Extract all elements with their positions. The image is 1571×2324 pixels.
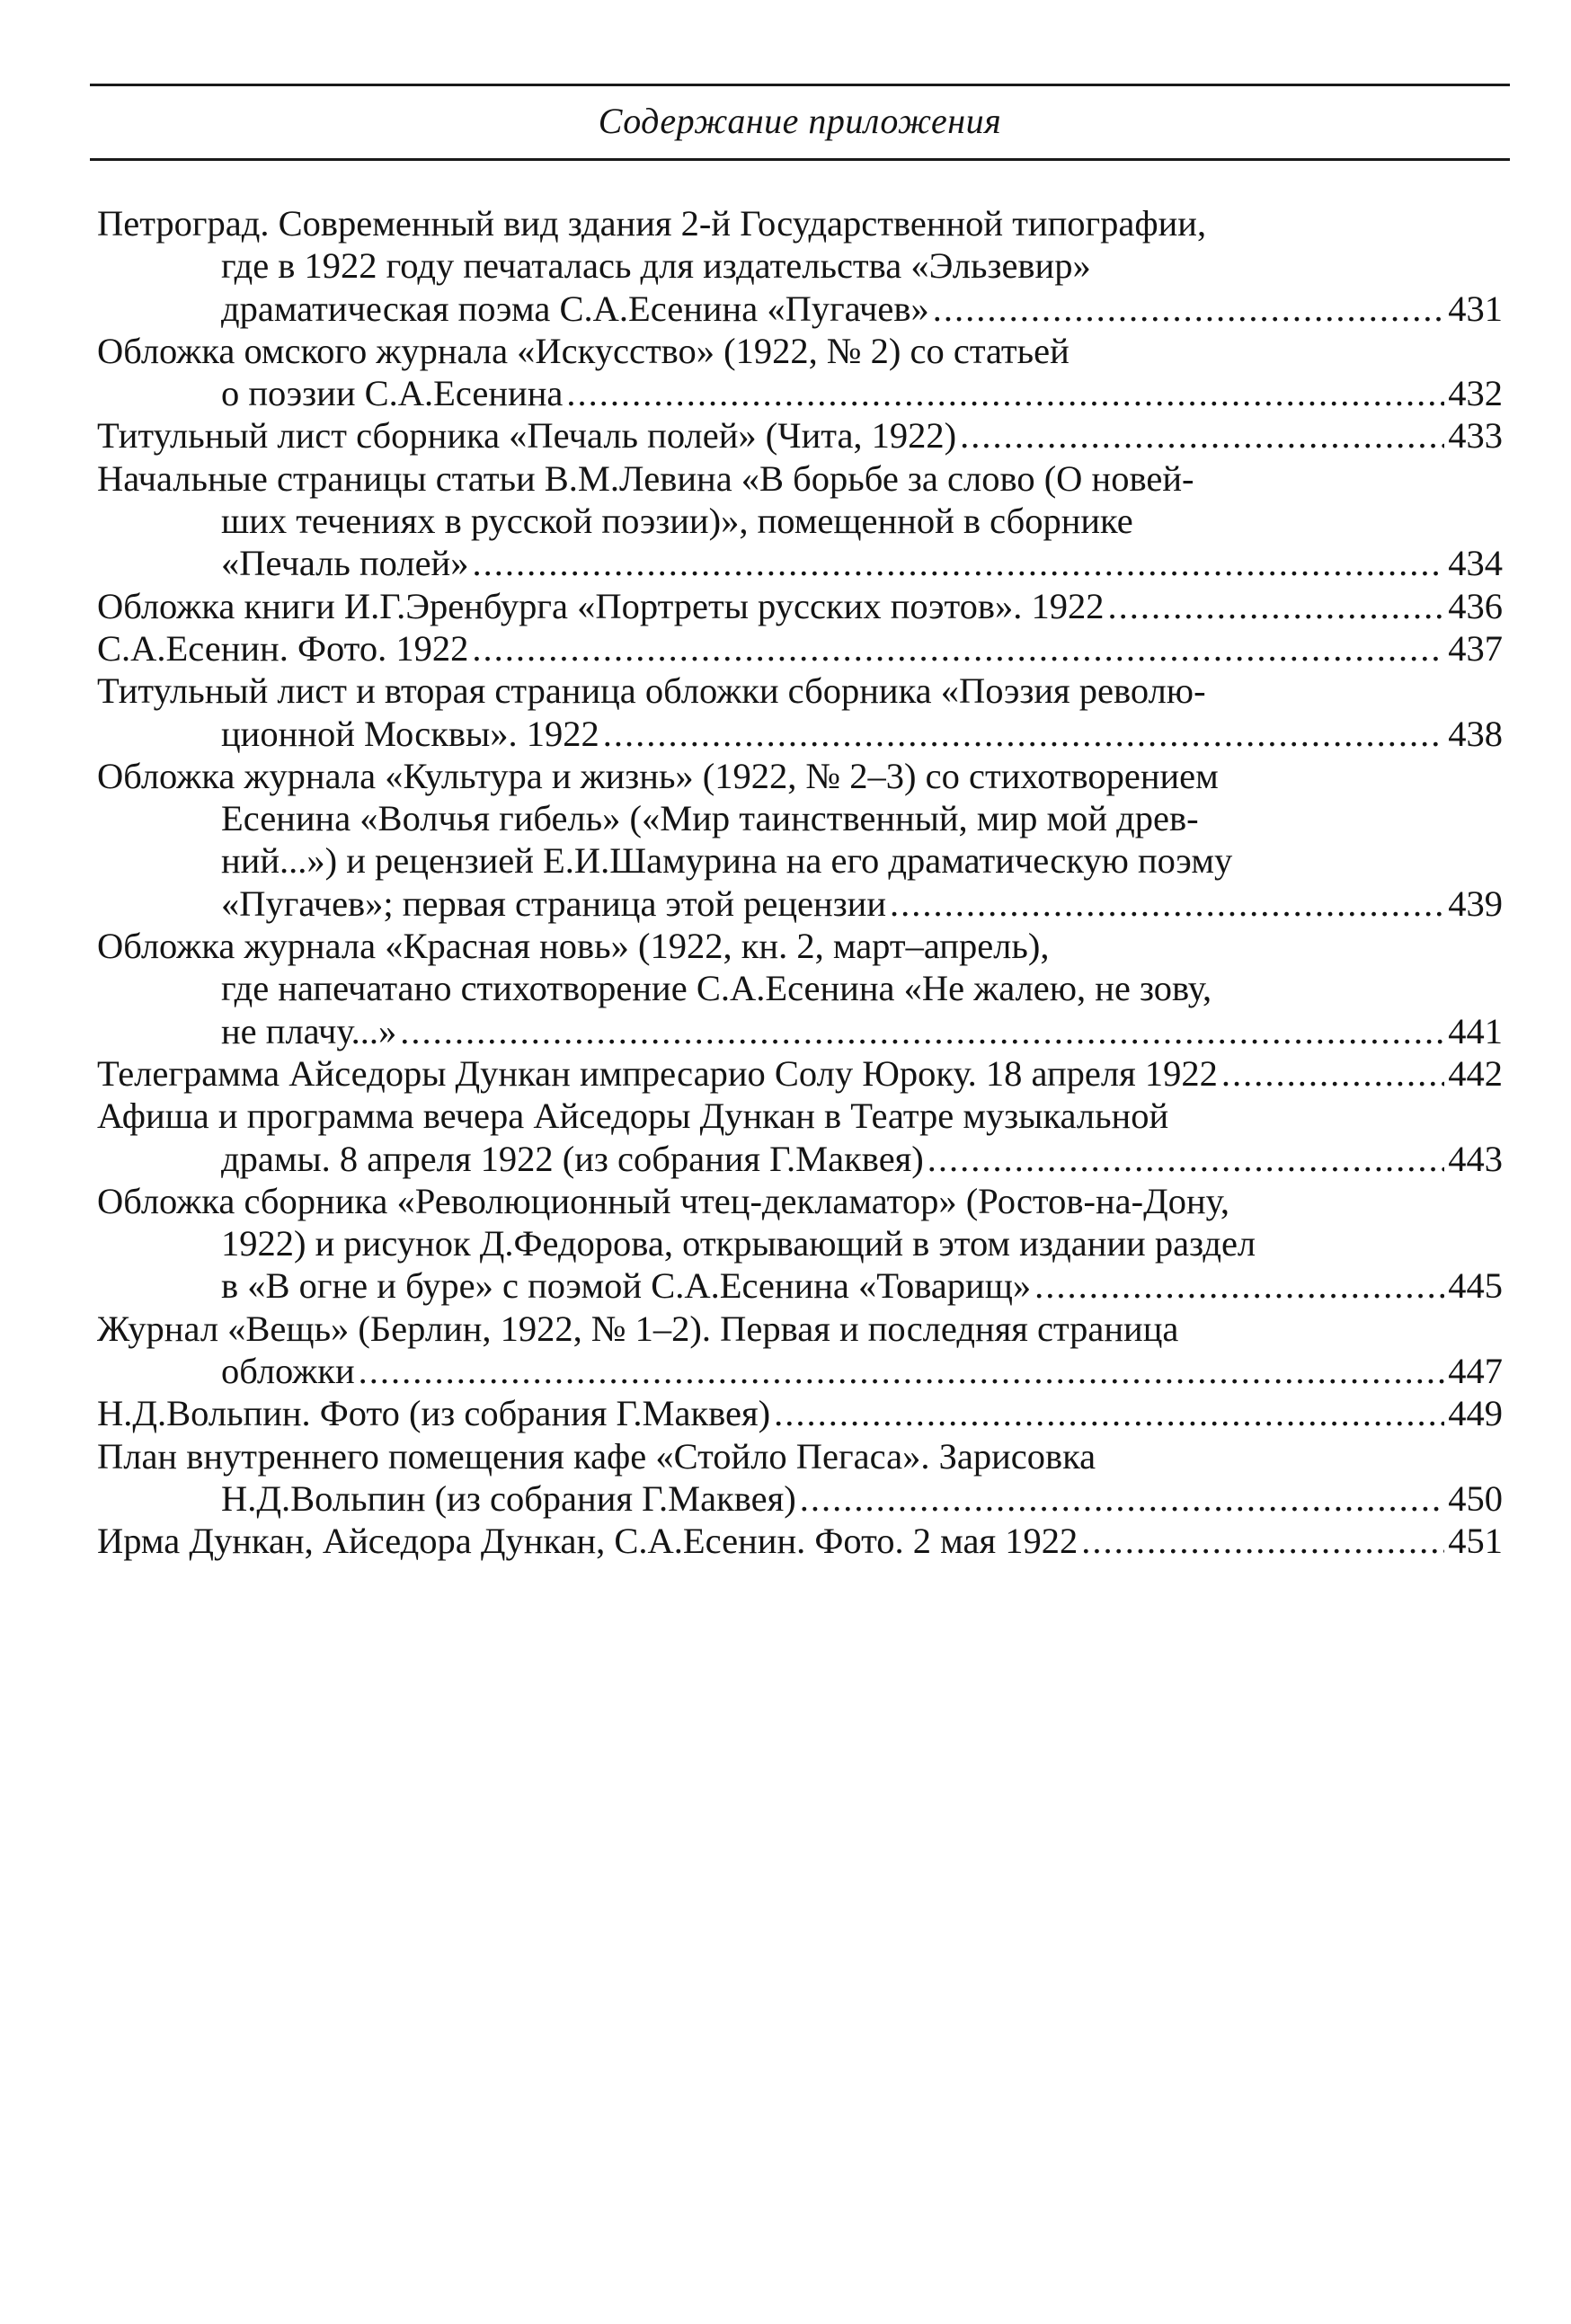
toc-entry	[97, 1392, 1503, 1434]
toc-entry	[97, 1435, 1503, 1521]
toc-entry	[97, 202, 1503, 330]
toc-entry-line: не плачу...»	[221, 1010, 397, 1051]
page-number: 433	[1448, 415, 1503, 457]
toc-entry-line: Обложка журнала «Красная новь» (1922, кн. 2, март–апрель),	[97, 926, 1050, 967]
toc-entry	[97, 1308, 1503, 1393]
dot-leader	[472, 542, 1444, 584]
toc-entry-last-line	[97, 1052, 1503, 1095]
toc-entry-last-line	[97, 1520, 1503, 1562]
dot-leader	[928, 1138, 1444, 1180]
page-number: 450	[1448, 1477, 1503, 1519]
toc-entry-line: обложки	[221, 1351, 355, 1392]
toc-entry-line: Журнал «Вещь» (Берлин, 1922, № 1–2). Первая и последняя страница	[97, 1308, 1179, 1349]
toc-entry-line: План внутреннего помещения кафе «Стойло Пегаса». Зарисовка	[97, 1435, 1096, 1477]
page-number: 439	[1448, 883, 1503, 924]
toc-entry-last-line	[97, 414, 1503, 457]
toc-entry-last-line	[97, 627, 1503, 670]
toc-entry	[97, 627, 1503, 670]
page-number: 434	[1448, 543, 1503, 584]
toc-entry-line: Обложка журнала «Культура и жизнь» (1922, № 2–3) со стихотворением	[97, 755, 1219, 796]
header-top-rule	[90, 84, 1510, 86]
toc-entry-line: Н.Д.Вольпин. Фото (из собрания Г.Маквея)	[97, 1393, 771, 1434]
page-number: 436	[1448, 585, 1503, 626]
dot-leader	[933, 288, 1444, 330]
toc-entry-last-line	[97, 1264, 1503, 1307]
toc-entry-line: Афиша и программа вечера Айседоры Дункан в Театре музыкальной	[97, 1095, 1169, 1137]
toc-entry	[97, 330, 1503, 415]
toc-entry-line: Есенина «Волчья гибель» («Мир таинственный, мир мой древ-	[221, 798, 1199, 839]
running-header: Содержание приложения	[598, 101, 1002, 141]
dot-leader	[774, 1392, 1444, 1434]
toc-entry-line: «Пугачев»; первая страница этой рецензии	[221, 883, 887, 924]
toc-entry-line: драматическая поэма С.А.Есенина «Пугачев»	[221, 288, 929, 329]
page-number: 432	[1448, 373, 1503, 414]
toc-entry-line: «Печаль полей»	[221, 543, 469, 584]
dot-leader	[566, 372, 1444, 414]
toc-entry-last-line	[97, 542, 1503, 584]
toc-entry	[97, 755, 1503, 925]
toc-entry	[97, 457, 1503, 585]
toc-entry	[97, 1520, 1503, 1562]
toc-entry-last-line	[97, 883, 1503, 925]
toc-entry	[97, 414, 1503, 457]
toc-entry	[97, 1052, 1503, 1095]
toc-entry-line: Титульный лист сборника «Печаль полей» (Чита, 1922)	[97, 415, 957, 457]
toc-entry-last-line	[97, 585, 1503, 627]
toc-entry-line: в «В огне и буре» с поэмой С.А.Есенина «Товарищ»	[221, 1265, 1032, 1307]
dot-leader	[400, 1010, 1444, 1052]
toc-entry-last-line	[97, 713, 1503, 755]
toc-entry-line: о поэзии С.А.Есенина	[221, 373, 564, 414]
page-number: 445	[1448, 1265, 1503, 1307]
dot-leader	[1081, 1520, 1444, 1562]
toc-entry-line: Ирма Дункан, Айседора Дункан, С.А.Есенин. Фото. 2 мая 1922	[97, 1521, 1078, 1562]
toc-entry-line: ших течениях в русской поэзии)», помещенной в сборнике	[221, 501, 1133, 542]
page-number: 451	[1448, 1521, 1503, 1562]
toc-entry-line: Обложка книги И.Г.Эренбурга «Портреты русских поэтов». 1922	[97, 585, 1105, 626]
page-number: 431	[1448, 288, 1503, 329]
toc-entry-last-line	[97, 1138, 1503, 1180]
toc-entry-line: Титульный лист и вторая страница обложки сборника «Поэзия револю-	[97, 670, 1206, 712]
toc-entry	[97, 670, 1503, 755]
dot-leader	[1034, 1264, 1444, 1307]
toc-entry	[97, 1180, 1503, 1308]
page-number: 441	[1448, 1010, 1503, 1051]
toc-entry-line: Обложка сборника «Революционный чтец-декламатор» (Ростов-на-Дону,	[97, 1180, 1229, 1221]
toc-entry-line: ционной Москвы». 1922	[221, 713, 599, 754]
toc-entry-line: Н.Д.Вольпин (из собрания Г.Маквея)	[221, 1477, 796, 1519]
header-bottom-rule	[90, 158, 1510, 161]
page-number: 449	[1448, 1393, 1503, 1434]
toc-entry-line: Начальные страницы статьи В.М.Левина «В борьбе за слово (О новей-	[97, 457, 1194, 499]
toc-entry-line: где в 1922 году печаталась для издательства «Эльзевир»	[221, 245, 1091, 287]
toc-entry-last-line	[97, 1010, 1503, 1052]
toc-entry-line: С.А.Есенин. Фото. 1922	[97, 627, 469, 669]
dot-leader	[472, 627, 1444, 670]
table-of-contents	[97, 202, 1503, 1563]
toc-entry	[97, 1095, 1503, 1180]
toc-entry-last-line	[97, 288, 1503, 330]
toc-entry-line: Петроград. Современный вид здания 2-й Государственной типографии,	[97, 203, 1207, 244]
toc-entry-line: где напечатано стихотворение С.А.Есенина «Не жалею, не зову,	[221, 968, 1212, 1009]
toc-entry-line: драмы. 8 апреля 1922 (из собрания Г.Маквея)	[221, 1138, 924, 1179]
page-number: 438	[1448, 713, 1503, 754]
toc-entry-last-line	[97, 1392, 1503, 1434]
dot-leader	[890, 883, 1444, 925]
toc-entry-last-line	[97, 1477, 1503, 1520]
page-number: 437	[1448, 627, 1503, 669]
toc-entry-line: Обложка омского журнала «Искусство» (1922, № 2) со статьей	[97, 330, 1070, 371]
dot-leader	[960, 414, 1444, 457]
page-number: 443	[1448, 1138, 1503, 1179]
page-number: 447	[1448, 1351, 1503, 1392]
toc-entry-line: 1922) и рисунок Д.Федорова, открывающий в этом издании раздел	[221, 1223, 1256, 1264]
toc-entry	[97, 585, 1503, 627]
dot-leader	[1108, 585, 1445, 627]
dot-leader	[800, 1477, 1445, 1520]
toc-entry-line: ний...») и рецензией Е.И.Шамурина на его драматическую поэму	[221, 840, 1233, 882]
toc-entry-last-line	[97, 1350, 1503, 1392]
dot-leader	[603, 713, 1445, 755]
toc-entry-last-line	[97, 372, 1503, 414]
dot-leader	[1221, 1052, 1444, 1095]
page-number: 442	[1448, 1052, 1503, 1094]
toc-entry-line: Телеграмма Айседоры Дункан импресарио Солу Юроку. 18 апреля 1922	[97, 1052, 1218, 1094]
toc-entry	[97, 925, 1503, 1052]
dot-leader	[359, 1350, 1445, 1392]
